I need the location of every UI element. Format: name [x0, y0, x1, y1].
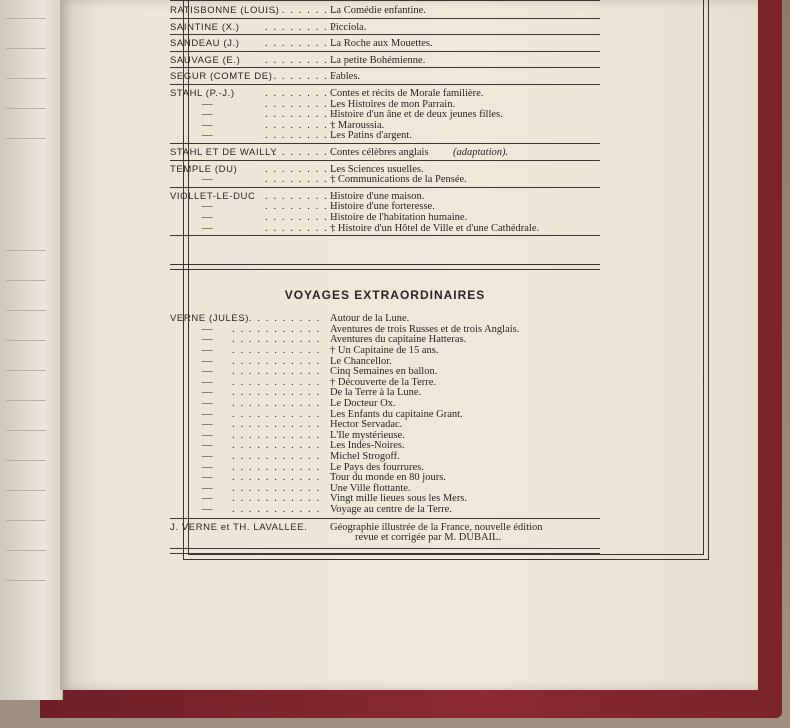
ditto-dash: —: [202, 387, 213, 399]
ditto-dash: —: [202, 493, 213, 505]
left-page-rule: [6, 48, 46, 49]
leader-dots: . . . . . . . . . . .: [232, 504, 321, 515]
entry-divider: [170, 187, 600, 188]
book-title: Hector Servadac.: [330, 419, 403, 431]
left-page-rule: [6, 340, 46, 341]
leader-dots: . . . . . . . . . . .: [232, 461, 321, 473]
left-page-rule: [6, 460, 46, 461]
ditto-dash: —: [202, 130, 213, 142]
leader-dots: . . . . . . . . .: [265, 174, 337, 186]
leader-dots: . . . . . . . . .: [265, 222, 337, 234]
leader-dots: . . . . . . . . . . .: [232, 408, 321, 420]
ditto-dash: —: [202, 201, 213, 213]
leader-dots: . . . . . . . . . . .: [232, 387, 321, 399]
ditto-dash: —: [202, 419, 213, 431]
left-page-rule: [6, 520, 46, 521]
ditto-dash: —: [202, 345, 213, 356]
ditto-dash: —: [202, 376, 213, 388]
leader-dots: . . . . . . . . . . .: [232, 493, 321, 505]
book-title: Les Histoires de mon Parrain.: [330, 98, 456, 110]
ditto-dash: —: [202, 174, 213, 186]
entry-divider: [170, 18, 600, 19]
left-page-rule: [6, 280, 46, 281]
ditto-dash: —: [202, 504, 213, 515]
book-title: Autour de la Lune.: [330, 313, 410, 325]
book-title: Michel Strogoff.: [330, 451, 400, 462]
entry-divider: [170, 34, 600, 35]
leader-dots: . . . . . . . . . . .: [232, 429, 321, 441]
ditto-dash: —: [202, 461, 213, 473]
leader-dots: . . . . . . . . .: [265, 190, 337, 202]
leader-dots: . . . . . . . . . . .: [232, 419, 321, 431]
leader-dots: . . . . . . . . .: [265, 5, 337, 16]
book-title: L'Ile mystérieuse.: [330, 429, 405, 441]
book-title: Contes célèbres anglais: [330, 147, 429, 158]
leader-dots: . . . . . . . . . . .: [232, 345, 321, 356]
ditto-dash: —: [202, 212, 213, 223]
left-page-rule: [6, 108, 46, 109]
ditto-dash: —: [202, 440, 213, 452]
book-title: Histoire de l'habitation humaine.: [330, 212, 468, 223]
section-double-rule: [170, 548, 600, 554]
entry-divider: [170, 518, 600, 519]
book-title: La petite Bohémienne.: [330, 54, 426, 66]
leader-dots: . . . . . . . . .: [265, 147, 337, 158]
book-title: Le Pays des fourrures.: [330, 461, 424, 473]
author-name: SEGUR (COMTE DE): [170, 71, 273, 83]
left-page-edge: [0, 0, 63, 700]
ditto-dash: —: [202, 222, 213, 234]
author-name: SANDEAU (J.): [170, 38, 240, 50]
leader-dots: . . . . . . . . . . .: [232, 451, 321, 462]
ditto-dash: —: [202, 109, 213, 121]
ditto-dash: —: [202, 323, 213, 335]
leader-dots: . . . . . . . . . . .: [232, 334, 321, 346]
leader-dots: . . . . . . . . .: [265, 201, 337, 213]
book-title: Les Sciences usuelles.: [330, 163, 424, 175]
ditto-dash: —: [202, 366, 213, 378]
book-title: revue et corrigée par M. DUBAIL.: [355, 532, 502, 544]
ditto-dash: —: [202, 472, 213, 484]
left-page-rule: [6, 400, 46, 401]
leader-dots: . . . . . . . . .: [265, 88, 337, 99]
section-heading: VOYAGES EXTRAORDINAIRES: [284, 288, 486, 303]
ditto-dash: —: [202, 398, 213, 409]
book-title: Les Patins d'argent.: [330, 130, 412, 142]
author-name: RATISBONNE (LOUIS): [170, 5, 280, 16]
book-title: Géographie illustrée de la France, nouvelle édition: [330, 521, 543, 533]
leader-dots: . . . . . . . . .: [265, 130, 337, 142]
leader-dots: . . . . . . . . . . .: [232, 313, 321, 325]
book-title: Aventures du capitaine Hatteras.: [330, 334, 467, 346]
author-name: SAINTINE (X.): [170, 21, 240, 33]
book-title: La Comédie enfantine.: [330, 5, 426, 16]
left-page-rule: [6, 550, 46, 551]
leader-dots: . . . . . . . . . . .: [232, 366, 321, 378]
leader-dots: . . . . . . . . .: [265, 38, 337, 50]
entry-divider: [170, 235, 600, 236]
left-page-rule: [6, 580, 46, 581]
leader-dots: . . . . . . . . . . .: [232, 376, 321, 388]
author-name: J. VERNE et TH. LAVALLEE.: [170, 521, 308, 533]
ditto-dash: —: [202, 98, 213, 110]
section-double-rule: [170, 264, 600, 270]
entry-divider: [170, 84, 600, 85]
book-title: Voyage au centre de la Terre.: [330, 504, 452, 515]
book-title: † Communications de la Pensée.: [330, 174, 467, 186]
book-title: De la Terre à la Lune.: [330, 387, 422, 399]
left-page-rule: [6, 78, 46, 79]
left-page-rule: [6, 138, 46, 139]
book-title: † Maroussia.: [330, 119, 385, 131]
left-page-rule: [6, 310, 46, 311]
ditto-dash: —: [202, 119, 213, 131]
author-name: STAHL ET DE WAILLY: [170, 147, 278, 158]
leader-dots: . . . . . . . . .: [265, 54, 337, 66]
ditto-dash: —: [202, 482, 213, 494]
leader-dots: . . . . . . . . . . .: [232, 482, 321, 494]
left-page-rule: [6, 430, 46, 431]
author-name: STAHL (P.-J.): [170, 88, 235, 99]
book-title: Une Ville flottante.: [330, 482, 411, 494]
leader-dots: . . . . . . . . .: [265, 212, 337, 223]
leader-dots: . . . . . . . . . . .: [232, 323, 321, 335]
leader-dots: . . . . . . . . . . .: [232, 398, 321, 409]
book-title: Le Chancellor.: [330, 355, 392, 367]
book-title: Cinq Semaines en ballon.: [330, 366, 438, 378]
book-title: Histoire d'une forteresse.: [330, 201, 435, 213]
book-title: † Découverte de la Terre.: [330, 376, 437, 388]
entry-divider: [170, 67, 600, 68]
title-note: (adaptation).: [453, 147, 509, 158]
left-page-rule: [6, 370, 46, 371]
entry-divider: [170, 143, 600, 144]
leader-dots: . . . . . . . . .: [265, 21, 337, 33]
leader-dots: . . . . . . . . .: [265, 98, 337, 110]
ditto-dash: —: [202, 334, 213, 346]
book-title: Fables.: [330, 71, 361, 83]
book-title: Tour du monde en 80 jours.: [330, 472, 446, 484]
ditto-dash: —: [202, 355, 213, 367]
author-name: SAUVAGE (E.): [170, 54, 241, 66]
book-title: Les Indes-Noires.: [330, 440, 405, 452]
entry-divider: [170, 160, 600, 161]
book-title: Histoire d'une maison.: [330, 190, 425, 202]
leader-dots: . . . . . . . . . . .: [232, 440, 321, 452]
left-page-rule: [6, 490, 46, 491]
entry-divider: [170, 0, 600, 1]
leader-dots: . . . . . . . . . . .: [232, 472, 321, 484]
ditto-dash: —: [202, 408, 213, 420]
ditto-dash: —: [202, 429, 213, 441]
leader-dots: . . . . . . . . . . .: [232, 355, 321, 367]
book-title: La Roche aux Mouettes.: [330, 38, 433, 50]
book-title: Le Docteur Ox.: [330, 398, 396, 409]
ditto-dash: —: [202, 451, 213, 462]
left-page-rule: [6, 250, 46, 251]
leader-dots: . . . . . . . . .: [265, 119, 337, 131]
author-name: VERNE (JULES): [170, 313, 250, 325]
book-title: Les Enfants du capitaine Grant.: [330, 408, 463, 420]
book-title: Picciola.: [330, 21, 367, 33]
book-title: † Histoire d'un Hôtel de Ville et d'une Cathédrale.: [330, 222, 540, 234]
author-name: VIOLLET-LE-DUC: [170, 190, 256, 202]
leader-dots: . . . . . . . . .: [265, 109, 337, 121]
book-title: Aventures de trois Russes et de trois Anglais.: [330, 323, 520, 335]
left-page-rule: [6, 18, 46, 19]
book-title: Contes et récits de Morale familière.: [330, 88, 484, 99]
book-title: † Un Capitaine de 15 ans.: [330, 345, 439, 356]
leader-dots: . . . . . . . . .: [265, 71, 337, 83]
book-title: Histoire d'un âne et de deux jeunes filles.: [330, 109, 503, 121]
leader-dots: . . . . . . . . .: [265, 163, 337, 175]
book-title: Vingt mille lieues sous les Mers.: [330, 493, 468, 505]
entry-divider: [170, 51, 600, 52]
author-name: TEMPLE (DU): [170, 163, 238, 175]
